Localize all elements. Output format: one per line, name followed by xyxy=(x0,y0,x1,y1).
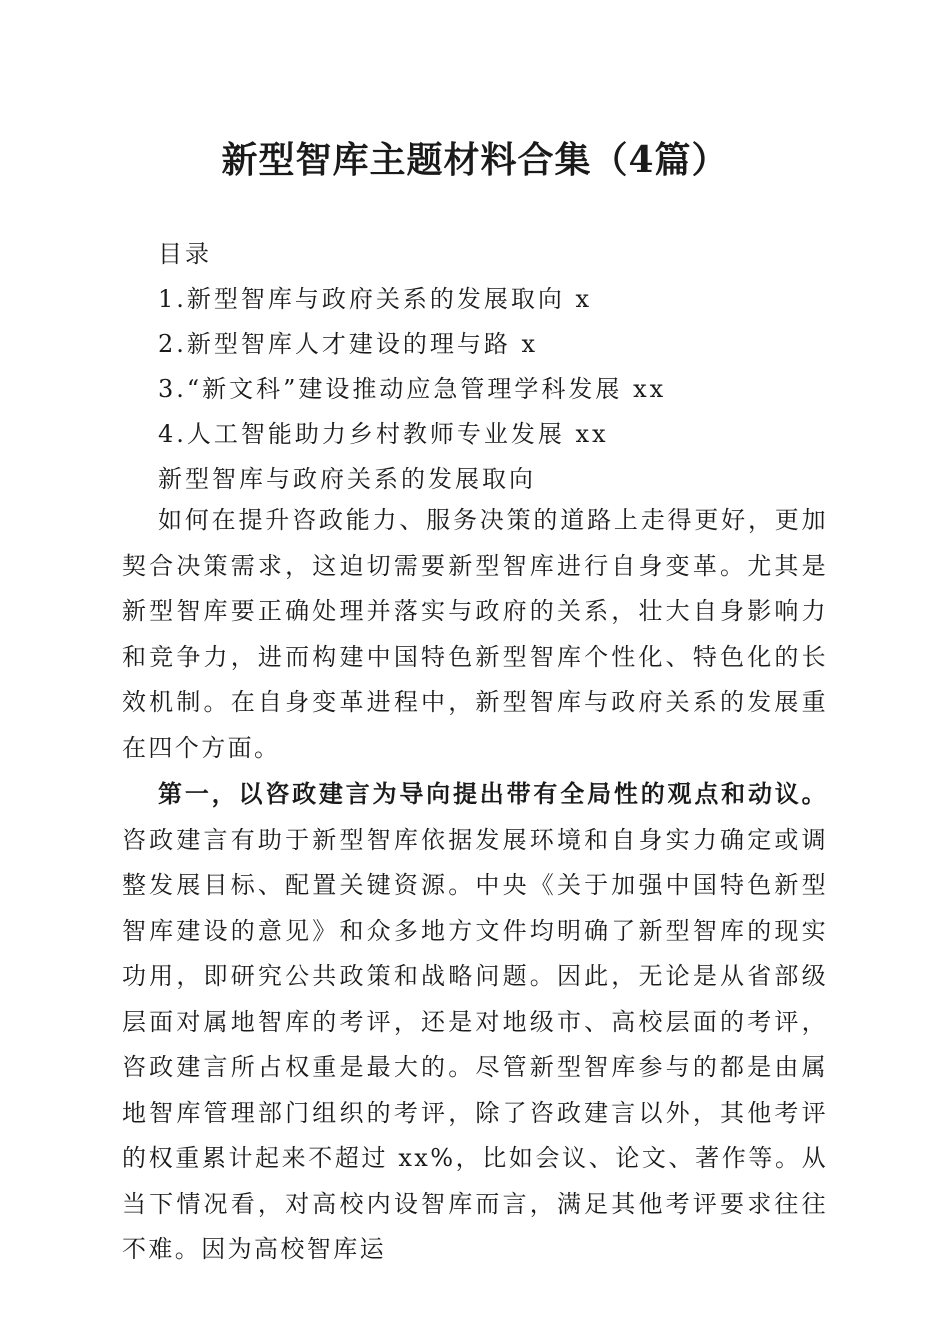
toc-heading: 目录 xyxy=(158,240,212,268)
section-title: 新型智库与政府关系的发展取向 xyxy=(158,465,536,493)
document-title: 新型智库主题材料合集（4篇） xyxy=(221,139,729,181)
toc-item: 2.新型智库人才建设的理与路 x xyxy=(158,330,539,358)
toc-item: 4.人工智能助力乡村教师专业发展 xx xyxy=(158,420,609,448)
paragraph-body: 咨政建言有助于新型智库依据发展环境和自身实力确定或调整发展目标、配置关键资源。中央《关于加强中国特色新型智库建设的意见》和众多地方文件均明确了新型智库的现实功用，即研究公共政策和战略问题。因此，无论是从省部级层面对属地智库的考评，还是对地级市、高校层面的考评，咨政建言所占权重是最大的。尽管新型智库参与的都是由属地智库管理部门组织的考评，除了咨政建言以外，其他考评的权重累计起来不超过 xx%，比如会议、论文、著作等。从当下情况看，对高校内设智库而言，满足其他考评要求往往不难。因为高校智库运 xyxy=(122,825,828,1263)
paragraph-first-point xyxy=(122,771,828,1273)
toc-item: 3.“新文科”建设推动应急管理学科发展 xx xyxy=(158,375,667,403)
body-text xyxy=(122,498,828,1273)
paragraph-intro: 如何在提升咨政能力、服务决策的道路上走得更好，更加契合决策需求，这迫切需要新型智库进行自身变革。尤其是新型智库要正确处理并落实与政府的关系，壮大自身影响力和竞争力，进而构建中国特色新型智库个性化、特色化的长效机制。在自身变革进程中，新型智库与政府关系的发展重在四个方面。 xyxy=(122,506,828,762)
table-of-contents xyxy=(158,232,858,502)
toc-item: 1.新型智库与政府关系的发展取向 x xyxy=(158,285,593,313)
paragraph-lead: 第一，以咨政建言为导向提出带有全局性的观点和动议。 xyxy=(158,779,828,808)
